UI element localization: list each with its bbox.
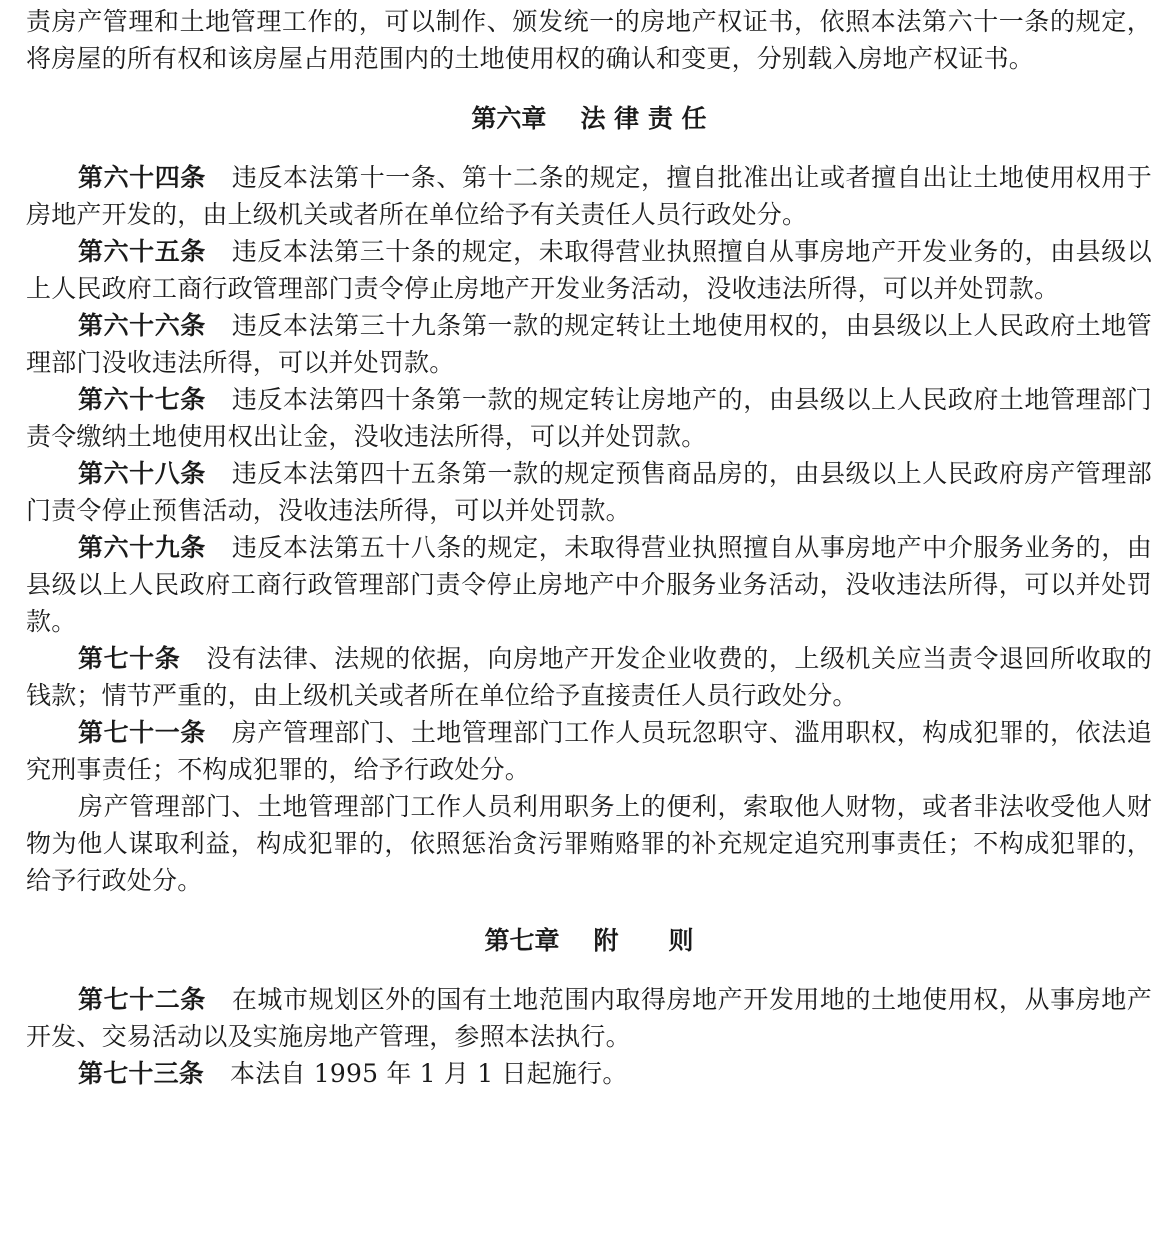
article-text: 在城市规划区外的国有土地范围内取得房地产开发用地的土地使用权，从事房地产开发、交易活动以及实施房地产管理，参照本法执行。: [26, 985, 1152, 1051]
article-text: 房产管理部门、土地管理部门工作人员玩忽职守、滥用职权，构成犯罪的，依法追究刑事责任；不构成犯罪的，给予行政处分。: [26, 718, 1152, 784]
article-text: 违反本法第四十条第一款的规定转让房地产的，由县级以上人民政府土地管理部门责令缴纳土地使用权出让金，没收违法所得，可以并处罚款。: [26, 385, 1152, 451]
article-number: 第六十九条: [78, 533, 206, 562]
article-72: [26, 981, 1152, 1055]
chapter-6-heading: [26, 100, 1152, 137]
article-73: [26, 1055, 1152, 1092]
article-text: 违反本法第十一条、第十二条的规定，擅自批准出让或者擅自出让土地使用权用于房地产开发的，由上级机关或者所在单位给予有关责任人员行政处分。: [26, 163, 1152, 229]
chapter-7-heading: [26, 922, 1152, 959]
article-number: 第七十一条: [78, 718, 206, 747]
article-number: 第六十八条: [78, 459, 206, 488]
article-67: [26, 381, 1152, 455]
article-68: [26, 455, 1152, 529]
chapter-title: 法 律 责 任: [580, 104, 707, 133]
article-71: [26, 714, 1152, 788]
article-text: 本法自 1995 年 1 月 1 日起施行。: [230, 1059, 628, 1088]
article-number: 第六十七条: [78, 385, 206, 414]
article-71-paragraph-2: 房产管理部门、土地管理部门工作人员利用职务上的便利，索取他人财物，或者非法收受他人财物为他人谋取利益，构成犯罪的，依照惩治贪污罪贿赂罪的补充规定追究刑事责任；不构成犯罪的，给予行政处分。: [26, 792, 1152, 895]
article-number: 第六十四条: [78, 163, 206, 192]
article-64: [26, 159, 1152, 233]
article-text: 违反本法第四十五条第一款的规定预售商品房的，由县级以上人民政府房产管理部门责令停止预售活动，没收违法所得，可以并处罚款。: [26, 459, 1152, 525]
article-number: 第七十条: [78, 644, 181, 673]
article-65: [26, 233, 1152, 307]
document-page: [26, 0, 1152, 1092]
article-number: 第六十六条: [78, 311, 206, 340]
article-text: 违反本法第三十条的规定，未取得营业执照擅自从事房地产开发业务的，由县级以上人民政府工商行政管理部门责令停止房地产开发业务活动，没收违法所得，可以并处罚款。: [26, 237, 1152, 303]
lead-paragraph: 责房产管理和土地管理工作的，可以制作、颁发统一的房地产权证书，依照本法第六十一条的规定，将房屋的所有权和该房屋占用范围内的土地使用权的确认和变更，分别载入房地产权证书。: [26, 7, 1152, 73]
article-number: 第七十二条: [78, 985, 206, 1014]
article-69: [26, 529, 1152, 640]
article-text: 违反本法第三十九条第一款的规定转让土地使用权的，由县级以上人民政府土地管理部门没收违法所得，可以并处罚款。: [26, 311, 1152, 377]
chapter-number: 第七章: [484, 926, 560, 955]
chapter-title: 附 则: [593, 926, 694, 955]
article-70: [26, 640, 1152, 714]
article-number: 第七十三条: [78, 1059, 205, 1088]
article-number: 第六十五条: [78, 237, 206, 266]
article-text: 没有法律、法规的依据，向房地产开发企业收费的，上级机关应当责令退回所收取的钱款；情节严重的，由上级机关或者所在单位给予直接责任人员行政处分。: [26, 644, 1152, 710]
chapter-number: 第六章: [471, 104, 547, 133]
article-text: 违反本法第五十八条的规定，未取得营业执照擅自从事房地产中介服务业务的，由县级以上人民政府工商行政管理部门责令停止房地产中介服务业务活动，没收违法所得，可以并处罚款。: [26, 533, 1152, 636]
article-66: [26, 307, 1152, 381]
